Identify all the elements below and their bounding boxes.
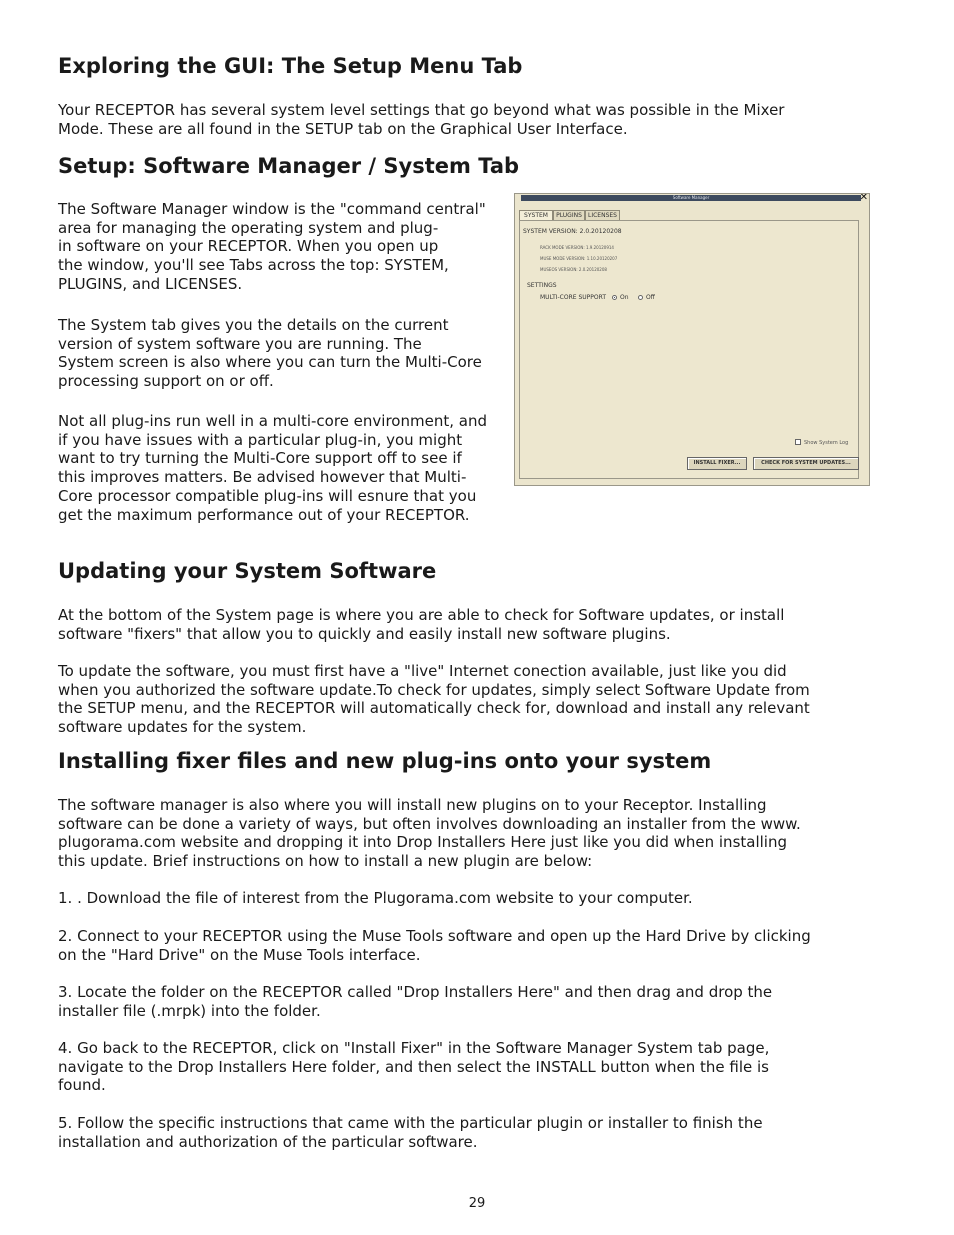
text-line: software updates for the system. bbox=[58, 718, 307, 737]
text-line: 1. . Download the file of interest from the Plugorama.com website to your computer. bbox=[58, 889, 693, 907]
intro-paragraph bbox=[58, 101, 784, 138]
text-line: installation and authorization of the particular software. bbox=[58, 1132, 478, 1151]
text-line: area for managing the operating system and plug- bbox=[58, 218, 439, 237]
heading-software-manager: Setup: Software Manager / System Tab bbox=[58, 154, 520, 178]
text-line: Core processor compatible plug-ins will esnure that you bbox=[58, 486, 477, 505]
system-tab-paragraph bbox=[58, 316, 482, 391]
text-line: Not all plug-ins run well in a multi-core environment, and bbox=[58, 412, 487, 430]
show-log-label: Show System Log bbox=[804, 440, 849, 446]
window-titlebar: Software Manager bbox=[521, 195, 861, 201]
system-version: SYSTEM VERSION: 2.0.20120208 bbox=[523, 228, 622, 235]
text-line: To update the software, you must first have a "live" Internet conection available, just like you did bbox=[58, 662, 787, 680]
install-fixer-button[interactable]: INSTALL FIXER... bbox=[687, 457, 747, 470]
system-panel bbox=[519, 220, 859, 479]
museos-version: MUSEOS VERSION: 2.0.20120208 bbox=[540, 267, 607, 272]
text-line: version of system software you are running. The bbox=[58, 334, 422, 353]
step-2 bbox=[58, 927, 811, 964]
multicore-off-radio[interactable] bbox=[638, 295, 643, 300]
text-line: Your RECEPTOR has several system level settings that go beyond what was possible in the Mixer bbox=[58, 101, 785, 119]
text-line: this improves matters. Be advised however that Multi- bbox=[58, 468, 467, 487]
multicore-label: MULTI-CORE SUPPORT bbox=[540, 294, 607, 301]
check-system-updates-button[interactable]: CHECK FOR SYSTEM UPDATES... bbox=[753, 457, 859, 470]
tab-licenses[interactable]: LICENSES bbox=[585, 210, 620, 222]
step-4 bbox=[58, 1039, 769, 1095]
rack-mode-version: RACK MODE VERSION: 1.9.20120914 bbox=[540, 245, 614, 250]
software-manager-screenshot bbox=[514, 193, 870, 486]
software-manager-paragraph bbox=[58, 200, 486, 294]
text-line: software can be done a variety of ways, but often involves downloading an installer from the www. bbox=[58, 814, 801, 833]
show-log-checkbox[interactable] bbox=[795, 439, 801, 445]
text-line: 3. Locate the folder on the RECEPTOR called "Drop Installers Here" and then drag and drop the bbox=[58, 983, 773, 1001]
page-number: 29 bbox=[468, 1196, 486, 1211]
close-icon[interactable]: ✕ bbox=[859, 193, 868, 203]
step-5 bbox=[58, 1114, 763, 1151]
heading-setup-menu-tab: Exploring the GUI: The Setup Menu Tab bbox=[58, 54, 523, 78]
tab-system[interactable]: SYSTEM bbox=[519, 210, 553, 222]
heading-installing-fixers: Installing fixer files and new plug-ins onto your system bbox=[58, 749, 712, 773]
text-line: get the maximum performance out of your RECEPTOR. bbox=[58, 505, 470, 524]
text-line: when you authorized the software update.To check for updates, simply select Software Update from bbox=[58, 680, 810, 699]
updates-paragraph bbox=[58, 606, 784, 643]
step-1 bbox=[58, 889, 693, 908]
multicore-paragraph bbox=[58, 412, 487, 524]
installing-intro-paragraph bbox=[58, 796, 801, 871]
text-line: 2. Connect to your RECEPTOR using the Muse Tools software and open up the Hard Drive by clicking bbox=[58, 927, 811, 945]
text-line: this update. Brief instructions on how to install a new plugin are below: bbox=[58, 852, 593, 871]
text-line: on the "Hard Drive" on the Muse Tools interface. bbox=[58, 945, 421, 964]
text-line: The software manager is also where you will install new plugins on to your Receptor. Installing bbox=[58, 796, 767, 814]
text-line: At the bottom of the System page is where you are able to check for Software updates, or install bbox=[58, 606, 785, 624]
text-line: The Software Manager window is the "command central" bbox=[58, 200, 486, 218]
text-line: The System tab gives you the details on the current bbox=[58, 316, 449, 334]
multicore-on-radio[interactable] bbox=[612, 295, 617, 300]
text-line: 5. Follow the specific instructions that came with the particular plugin or installer to finish the bbox=[58, 1114, 763, 1132]
text-line: plugorama.com website and dropping it into Drop Installers Here just like you did when installing bbox=[58, 833, 787, 852]
text-line: if you have issues with a particular plug-in, you might bbox=[58, 430, 463, 449]
text-line: found. bbox=[58, 1076, 106, 1095]
text-line: navigate to the Drop Installers Here folder, and then select the INSTALL button when the file is bbox=[58, 1057, 769, 1076]
multicore-on-label: On bbox=[620, 294, 629, 301]
text-line: software "fixers" that allow you to quickly and easily install new software plugins. bbox=[58, 624, 671, 643]
text-line: in software on your RECEPTOR. When you open up bbox=[58, 237, 439, 256]
text-line: installer file (.mrpk) into the folder. bbox=[58, 1001, 321, 1020]
text-line: Mode. These are all found in the SETUP tab on the Graphical User Interface. bbox=[58, 119, 628, 138]
text-line: processing support on or off. bbox=[58, 372, 274, 391]
text-line: PLUGINS, and LICENSES. bbox=[58, 274, 243, 293]
settings-label: SETTINGS bbox=[527, 282, 557, 289]
step-3 bbox=[58, 983, 772, 1020]
text-line: the window, you'll see Tabs across the top: SYSTEM, bbox=[58, 256, 449, 275]
text-line: 4. Go back to the RECEPTOR, click on "Install Fixer" in the Software Manager System tab page, bbox=[58, 1039, 770, 1057]
heading-updating-software: Updating your System Software bbox=[58, 559, 437, 583]
text-line: want to try turning the Multi-Core support off to see if bbox=[58, 449, 462, 468]
text-line: System screen is also where you can turn the Multi-Core bbox=[58, 353, 482, 372]
multicore-off-label: Off bbox=[646, 294, 655, 301]
tab-plugins[interactable]: PLUGINS bbox=[553, 210, 585, 222]
muse-mode-version: MUSE MODE VERSION: 1.10.20120207 bbox=[540, 256, 618, 261]
update-steps-paragraph bbox=[58, 662, 810, 737]
text-line: the SETUP menu, and the RECEPTOR will automatically check for, download and install any relevant bbox=[58, 699, 810, 718]
